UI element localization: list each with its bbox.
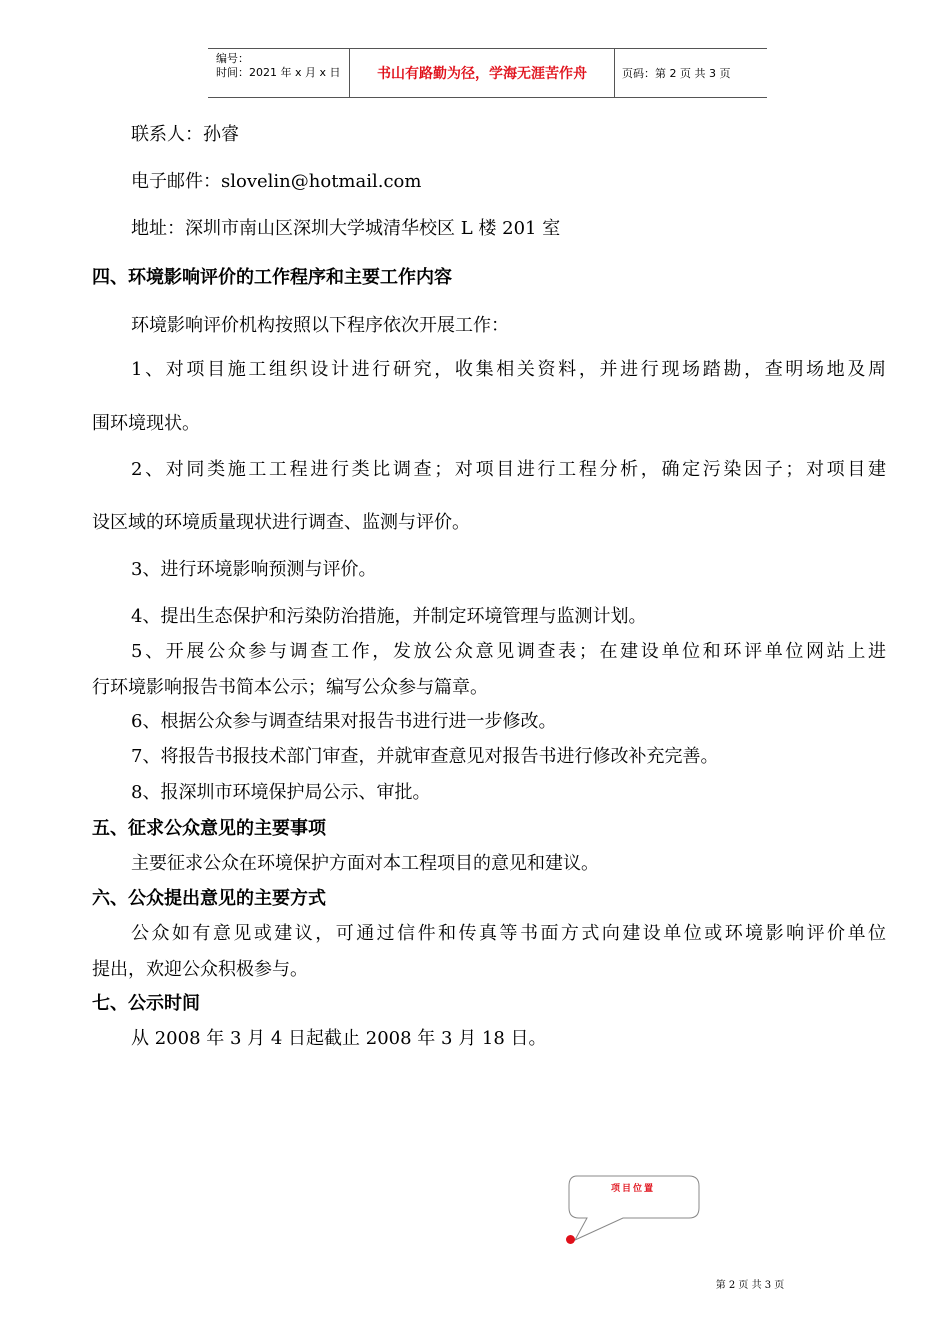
section4-item2: 2、对同类施工工程进行类比调查；对项目进行工程分析，确定污染因子；对项目建	[131, 459, 886, 480]
section4-item3: 3、进行环境影响预测与评价。	[131, 559, 377, 580]
location-marker-icon	[566, 1235, 575, 1244]
contact-address: 地址：深圳市南山区深圳大学城清华校区 L 楼 201 室	[131, 218, 561, 239]
section4-item5-cont: 行环境影响报告书简本公示；编写公众参与篇章。	[92, 677, 488, 698]
section5-body: 主要征求公众在环境保护方面对本工程项目的意见和建议。	[131, 853, 599, 874]
section6-body-cont: 提出，欢迎公众积极参与。	[92, 959, 308, 980]
section5-heading: 五、征求公众意见的主要事项	[92, 818, 326, 839]
header-time: 时间：2021 年 x 月 x 日	[216, 66, 341, 79]
section4-item7: 7、将报告书报技术部门审查，并就审查意见对报告书进行修改补充完善。	[131, 746, 719, 767]
section4-heading: 四、环境影响评价的工作程序和主要工作内容	[92, 267, 452, 288]
page-header	[208, 48, 767, 98]
section4-item8: 8、报深圳市环境保护局公示、审批。	[131, 782, 431, 803]
section4-item2-cont: 设区域的环境质量现状进行调查、监测与评价。	[92, 512, 470, 533]
section4-item1-cont: 围环境现状。	[92, 413, 200, 434]
header-number: 编号：	[216, 52, 249, 65]
section4-item4: 4、提出生态保护和污染防治措施，并制定环境管理与监测计划。	[131, 606, 647, 627]
page-footer: 第 2 页 共 3 页	[715, 1280, 785, 1291]
contact-person: 联系人：孙睿	[131, 124, 239, 145]
section7-heading: 七、公示时间	[92, 993, 200, 1014]
section4-item5: 5、开展公众参与调查工作，发放公众意见调查表；在建设单位和环评单位网站上进	[131, 641, 886, 662]
section4-item6: 6、根据公众参与调查结果对报告书进行进一步修改。	[131, 711, 557, 732]
header-page: 页码：第 2 页 共 3 页	[622, 67, 731, 80]
section7-body: 从 2008 年 3 月 4 日起截止 2008 年 3 月 18 日。	[131, 1028, 547, 1049]
section6-body: 公众如有意见或建议，可通过信件和传真等书面方式向建设单位或环境影响评价单位	[131, 923, 886, 944]
header-meta	[208, 49, 350, 97]
section6-heading: 六、公众提出意见的主要方式	[92, 888, 326, 909]
header-motto: 书山有路勤为径，学海无涯苦作舟	[350, 49, 615, 97]
section4-intro: 环境影响评价机构按照以下程序依次开展工作：	[131, 315, 509, 336]
section4-item1: 1、对项目施工组织设计进行研究，收集相关资料，并进行现场踏勘，查明场地及周	[131, 359, 886, 380]
contact-email: 电子邮件：slovelin@hotmail.com	[131, 171, 422, 192]
callout-label: 项目位置	[610, 1184, 655, 1194]
